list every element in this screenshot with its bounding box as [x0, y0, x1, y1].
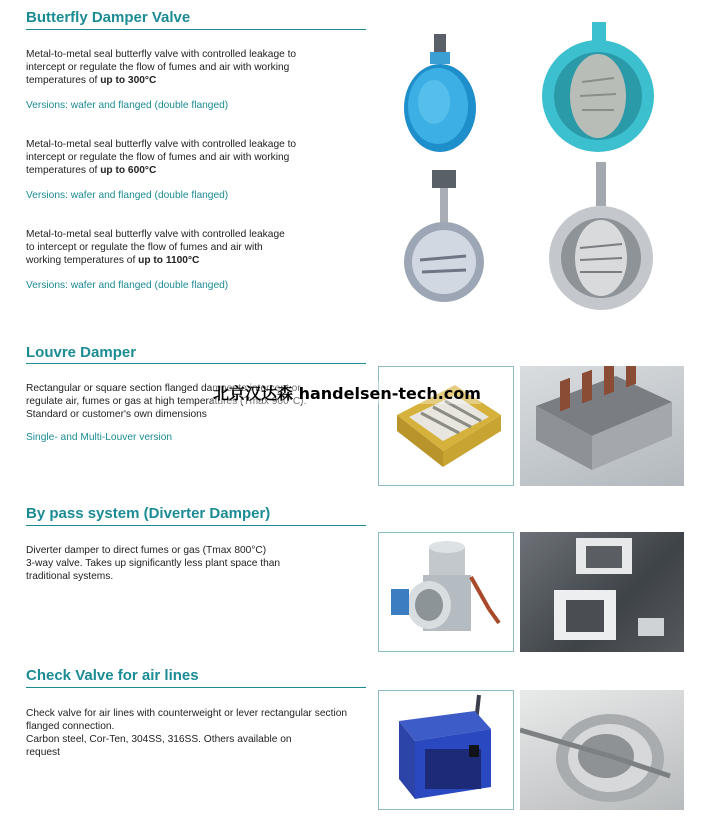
- louvre-title: Louvre Damper: [26, 344, 137, 361]
- diverter-damper-photo: [520, 532, 684, 652]
- wafer-valve-blue-image: [396, 30, 488, 152]
- multi-louver-damper-image: [520, 366, 684, 486]
- diverter-damper-image: [378, 532, 514, 652]
- check-valve-blue-image: [378, 690, 514, 810]
- louvre-desc: Rectangular or square section flanged damper to intercept or regulate air, fumes or gas at high temperatures (Tmax 900°C). Standard or customer's own dimensions: [26, 383, 307, 420]
- watermark-text: 北京汉达森 handelsen-tech.com: [213, 381, 481, 404]
- butterfly-versions-300: Versions: wafer and flanged (double flanged): [26, 100, 229, 111]
- bypass-rule: [26, 525, 366, 526]
- check-title: Check Valve for air lines: [26, 667, 199, 684]
- bypass-title: By pass system (Diverter Damper): [26, 505, 271, 522]
- butterfly-title: Butterfly Damper Valve: [26, 9, 191, 26]
- louvre-rule: [26, 363, 366, 364]
- check-valve-steel-photo: [520, 690, 684, 810]
- butterfly-desc-300: Metal-to-metal seal butterfly valve with controlled leakage to intercept or regulate the flow of fumes and air with working temperatures of up to 300°C: [26, 49, 297, 86]
- check-desc: Check valve for air lines with counterweight or lever rectangular section flanged connection. Carbon steel, Cor-Ten, 304SS, 316SS. Others available on request: [26, 708, 348, 758]
- flanged-valve-teal-image: [536, 22, 658, 152]
- butterfly-rule: [26, 29, 366, 30]
- flanged-valve-steel-image: [544, 162, 658, 312]
- butterfly-versions-1100: Versions: wafer and flanged (double flanged): [26, 280, 229, 291]
- louvre-versions: Single- and Multi-Louver version: [26, 432, 173, 443]
- bypass-desc: Diverter damper to direct fumes or gas (Tmax 800°C) 3-way valve. Takes up significantly less plant space than traditional systems.: [26, 545, 281, 582]
- butterfly-desc-600: Metal-to-metal seal butterfly valve with controlled leakage to intercept or regulate the flow of fumes and air with working temperatures of up to 600°C: [26, 139, 297, 176]
- wafer-valve-grey-image: [400, 166, 488, 304]
- butterfly-desc-1100: Metal-to-metal seal butterfly valve with controlled leakage to intercept or regulate the flow of fumes and air with working temperatures of up to 1100°C: [26, 229, 285, 266]
- butterfly-versions-600: Versions: wafer and flanged (double flanged): [26, 190, 229, 201]
- check-rule: [26, 687, 366, 688]
